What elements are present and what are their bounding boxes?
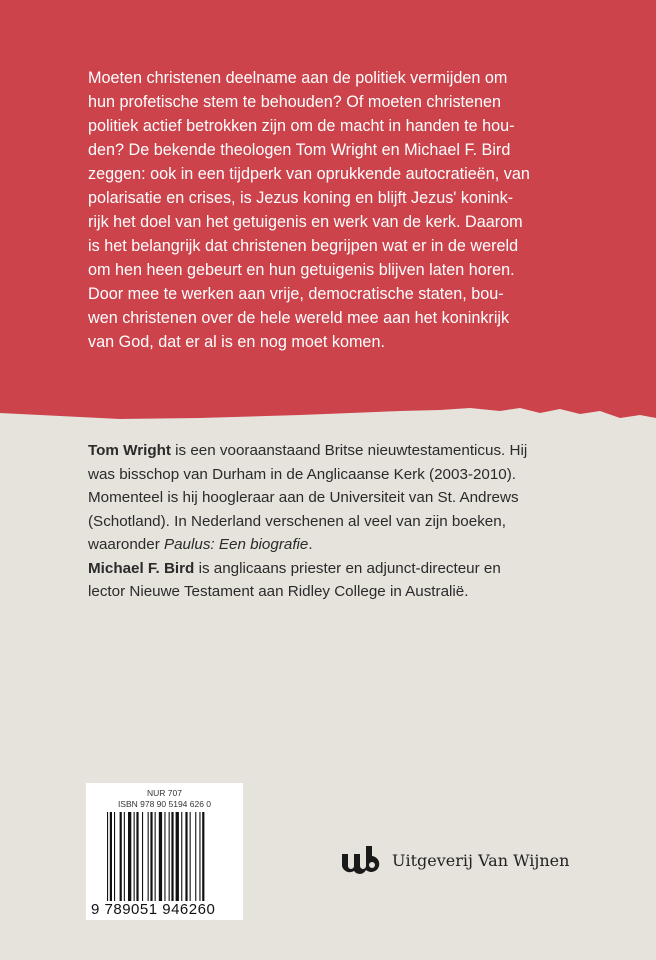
author-bio — [88, 439, 628, 604]
barcode-bar — [124, 812, 125, 904]
bio-text: . — [308, 536, 313, 553]
barcode-bar — [148, 812, 149, 904]
blurb-text — [88, 66, 608, 354]
barcode-digits: 9 789051 946260 — [91, 901, 216, 918]
author-name: Tom Wright — [88, 442, 171, 459]
blurb-line: rijk het doel van het getuigenis en werk van de kerk. Daarom — [88, 213, 523, 231]
blurb-line: zeggen: ook in een tijdperk van oprukkende autocratieën, van — [88, 165, 530, 183]
blurb-line: hun profetische stem te behouden? Of moeten christenen — [88, 93, 502, 111]
blurb-line: den? De bekende theologen Tom Wright en Michael F. Bird — [88, 141, 511, 159]
publisher — [340, 844, 569, 876]
author-name: Michael F. Bird — [88, 559, 195, 577]
barcode-bar — [185, 812, 187, 904]
bio-text: Momenteel is hij hoogleraar aan de Universiteit van St. Andrews — [88, 489, 519, 506]
blurb-line: wen christenen over de hele wereld mee aan het koninkrijk — [88, 309, 510, 327]
bio-text: was bisschop van Durham in de Anglicaanse Kerk (2003-2010). — [88, 465, 517, 483]
barcode-bar — [169, 812, 170, 904]
bio-text: lector Nieuwe Testament aan Ridley College in Australië. — [88, 583, 469, 600]
barcode-bar — [150, 812, 152, 904]
bio-text: is een vooraanstaand Britse nieuwtestamenticus. Hij — [170, 442, 528, 459]
blurb-line: van God, dat er al is en nog moet komen. — [88, 333, 385, 351]
blurb-line: polarisatie en crises, is Jezus koning en blijft Jezus' konink- — [88, 189, 514, 207]
bio-text: waaronder — [88, 536, 164, 553]
barcode-bar — [128, 812, 131, 904]
barcode-bar — [114, 812, 115, 904]
bio-text: (Schotland). In Nederland verschenen al veel van zijn boeken, — [88, 512, 506, 530]
publisher-name: Uitgeverij Van Wijnen — [392, 850, 570, 870]
barcode-bar — [195, 812, 196, 904]
barcode-bar — [176, 812, 179, 904]
bio-text: is anglicaans priester en adjunct-directeur en — [194, 559, 501, 577]
barcode-bar — [171, 812, 173, 904]
blurb-line: Moeten christenen deelname aan de politiek vermijden om — [88, 69, 508, 87]
isbn-barcode — [86, 783, 243, 920]
blurb-line: politiek actief betrokken zijn om de macht in handen te hou- — [88, 117, 515, 135]
blurb-line: om hen heen gebeurt en hun getuigenis blijven laten horen. — [88, 261, 515, 279]
book-title: Paulus: Een biografie — [163, 536, 309, 553]
nur-code: NUR 707 — [147, 788, 182, 798]
publisher-logo-icon — [340, 844, 380, 876]
barcode-bar — [181, 812, 182, 904]
barcode-bar — [134, 812, 135, 904]
isbn-number: ISBN 978 90 5194 626 0 — [117, 799, 212, 809]
barcode-bar — [120, 812, 122, 904]
barcode-bar — [190, 812, 191, 904]
barcode-bar — [164, 812, 165, 904]
blurb-line: is het belangrijk dat christenen begrijpen wat er in de wereld — [88, 237, 519, 255]
barcode-bar — [136, 812, 138, 904]
barcode-bar — [142, 812, 143, 904]
blurb-line: Door mee te werken aan vrije, democratische staten, bou- — [88, 285, 504, 303]
